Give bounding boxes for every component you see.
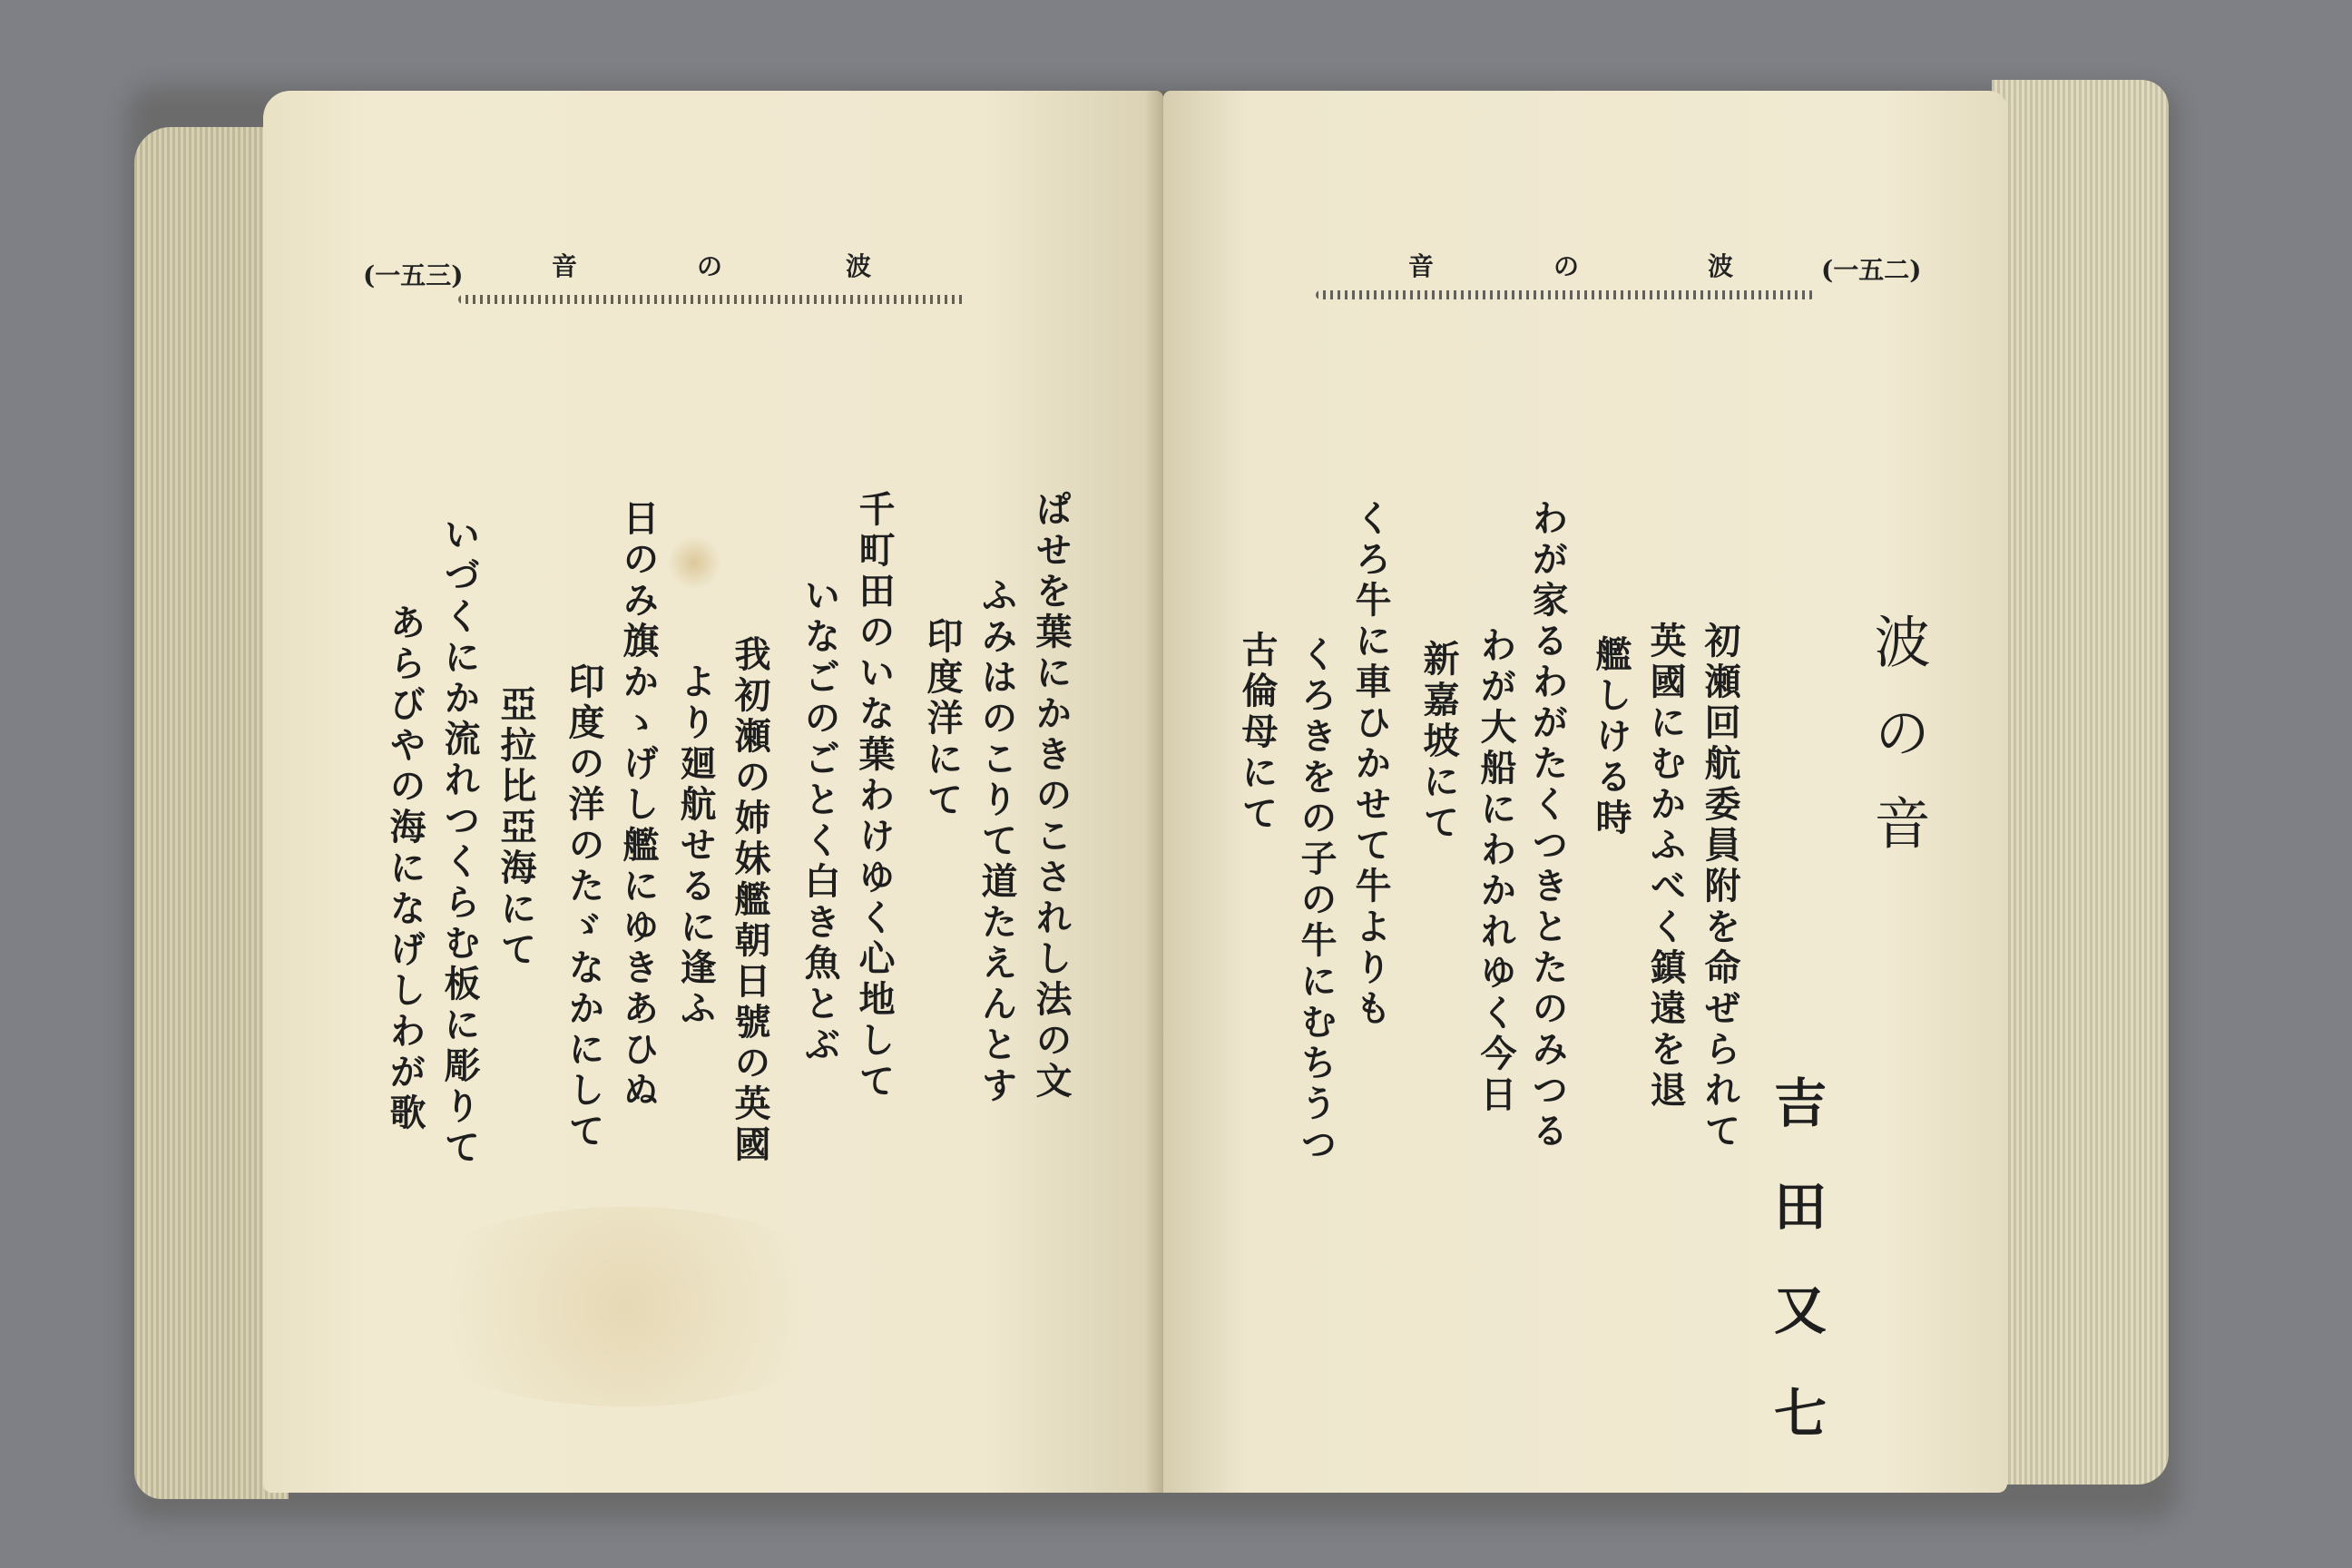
poem-line: 日のみ旗かゝげし艦にゆきあひぬ	[617, 499, 660, 1112]
right-header-char: 波	[1708, 251, 1734, 281]
poem-line: 古倫母にて	[1236, 631, 1279, 835]
right-page-number: (一五二)	[1821, 255, 1922, 285]
right-page	[1163, 91, 2007, 1493]
author-name: 吉田又七	[1765, 1075, 1827, 1489]
header-wave-rule	[458, 295, 966, 304]
right-page-edges	[1992, 80, 2169, 1485]
header-wave-rule	[1316, 290, 1815, 299]
right-header-char: の	[1553, 251, 1580, 281]
poem-line: 我初瀬の姉妹艦朝日號の英國	[729, 635, 771, 1166]
paper-stain	[390, 1207, 862, 1406]
poem-line: 亞拉比亞海にて	[495, 685, 537, 971]
poem-line: 英國にむかふべく鎮遠を退	[1644, 622, 1687, 1112]
poem-line: くろ牛に車ひかせて牛よりも	[1349, 499, 1392, 1030]
poem-line: あらびやの海になげしわが歌	[384, 603, 426, 1134]
poem-line: 印度の洋のたゞなかにして	[563, 662, 605, 1152]
poem-line: わが大船にわかれゆく今日	[1475, 626, 1517, 1116]
poem-line: 新嘉坡にて	[1417, 640, 1460, 844]
right-header-char: 音	[1408, 251, 1435, 281]
poem-line: 艦しける時	[1590, 635, 1632, 839]
poem-line: くろきをの子の牛にむちうつ	[1295, 635, 1338, 1166]
poem-line: いなごのごとく白き魚とぶ	[799, 576, 841, 1066]
poem-line: いづくにか流れつくらむ板に彫りて	[438, 515, 481, 1169]
left-page	[263, 91, 1163, 1493]
left-header-char: の	[697, 251, 723, 281]
poem-title: 波の音	[1865, 612, 1931, 885]
poem-line: 千町田のいな葉わけゆく心地して	[853, 490, 896, 1102]
left-page-number: (一五三)	[363, 260, 464, 290]
poem-line: ふみはのこりて道たえんとす	[975, 576, 1018, 1107]
poem-line: 初瀬回航委員附を命ぜられて	[1699, 622, 1741, 1152]
left-header-char: 波	[846, 251, 872, 281]
left-header-char: 音	[552, 251, 578, 281]
poem-line: より廻航せるに逢ふ	[674, 662, 717, 1030]
poem-line: ぱせを葉にかきのこされし法の文	[1030, 490, 1073, 1102]
poem-line: 印度洋にて	[921, 617, 964, 821]
paper-stain	[667, 535, 721, 590]
poem-line: わが家るわがたくつきとたのみつる	[1526, 499, 1569, 1152]
